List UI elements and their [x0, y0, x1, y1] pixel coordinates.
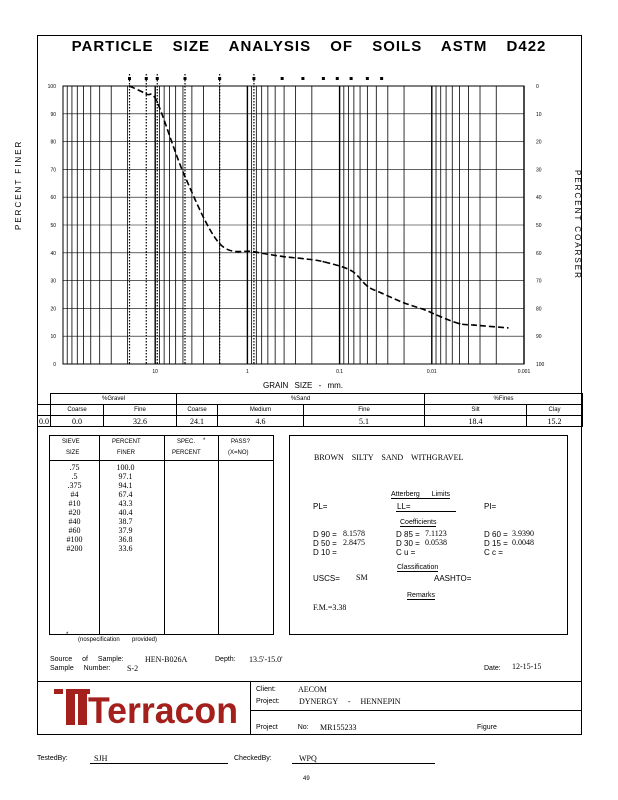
- uscs-value: SM: [356, 573, 368, 582]
- d15-value: 0.0048: [512, 538, 534, 547]
- remarks-heading: Remarks: [407, 592, 436, 599]
- spec-header: SPEC.: [177, 439, 196, 445]
- data-point: [350, 270, 352, 272]
- data-point: [302, 258, 304, 260]
- y-tick-label-right: 70: [536, 278, 542, 285]
- sieve-tick-mark: [281, 77, 284, 80]
- date-label: Date:: [484, 665, 501, 672]
- figure-label: Figure: [477, 724, 497, 731]
- report-title: PARTICLE SIZE ANALYSIS OF SOILS ASTM D422: [71, 38, 547, 55]
- data-point: [184, 176, 186, 178]
- d50-label: D 50 =: [313, 539, 337, 548]
- page-number: 49: [303, 776, 310, 782]
- sieve-tick-mark: [350, 77, 353, 80]
- y-label-left: PERCENT FINER: [14, 139, 23, 230]
- data-point: [424, 309, 426, 311]
- y-tick-label-right: 20: [536, 139, 542, 146]
- classification-heading: Classification: [397, 564, 439, 571]
- header-gravel: %Gravel: [51, 394, 177, 405]
- source-label: Source of Sample:: [50, 656, 124, 663]
- percent-finer-cell: 100.0: [116, 463, 135, 472]
- atterberg-heading: Atterberg Limits: [391, 491, 451, 498]
- sub-sand-fine: Fine: [304, 405, 425, 416]
- y-tick-label-left: 100: [47, 84, 56, 90]
- y-tick-label-right: 0: [536, 84, 539, 90]
- sieve-tick-mark: [301, 77, 304, 80]
- data-point: [403, 302, 405, 304]
- sieve-tick-mark: [380, 77, 383, 80]
- d50-value: 2.8475: [343, 538, 365, 547]
- row-lead: 0.0: [39, 416, 49, 426]
- percent-finer-cell: 38.7: [118, 517, 133, 526]
- val-sand-medium: 4.6: [218, 416, 304, 427]
- y-tick-label-right: 100: [536, 362, 545, 368]
- checked-by-value: WPQ: [299, 754, 317, 763]
- val-gravel-fine: 32.6: [104, 416, 177, 427]
- cu-label: C u =: [396, 548, 416, 557]
- y-tick-label-left: 80: [50, 139, 56, 146]
- sieve-header: SIEVE: [62, 439, 80, 445]
- percent-finer-cell: 40.4: [118, 508, 133, 517]
- depth-label: Depth:: [215, 656, 236, 663]
- sieve-size-cell: #10: [68, 499, 81, 508]
- val-sand-fine: 5.1: [304, 416, 425, 427]
- logo-wordmark: Terracon: [88, 690, 238, 728]
- sub-sand-coarse: Coarse: [177, 405, 218, 416]
- pass-header-2: (X=NO): [228, 450, 249, 456]
- percent-finer-cell: 94.1: [118, 481, 133, 490]
- spec-header-2: PERCENT: [172, 450, 201, 456]
- percent-finer-cell: 43.3: [118, 499, 133, 508]
- project-no-label: Project No:: [256, 724, 309, 731]
- percent-header: PERCENT: [112, 439, 141, 445]
- header-fines: %Fines: [425, 394, 583, 405]
- sieve-tick-mark: [145, 77, 148, 80]
- data-point: [281, 256, 283, 258]
- percent-finer-cell: 97.1: [118, 472, 133, 481]
- data-point: [459, 323, 461, 325]
- x-tick-label: 0.1: [336, 369, 344, 375]
- percent-header-2: FINER: [117, 450, 135, 456]
- pass-header: PASS?: [231, 439, 250, 445]
- project-label: Project:: [256, 698, 280, 705]
- y-tick-label-left: 90: [50, 111, 56, 118]
- client-label: Client:: [256, 686, 276, 693]
- sub-sand-medium: Medium: [218, 405, 304, 416]
- d15-label: D 15 =: [484, 539, 508, 548]
- sub-clay: Clay: [527, 405, 583, 416]
- x-tick-label: 0.01: [426, 369, 437, 375]
- percent-finer-cell: 37.9: [118, 526, 133, 535]
- data-point: [145, 93, 147, 95]
- y-tick-label-right: 60: [536, 250, 542, 257]
- y-tick-label-left: 30: [50, 278, 56, 285]
- footnote-a: (nospecification: [78, 637, 120, 643]
- sieve-size-cell: #200: [66, 544, 83, 553]
- d60-value: 3.9390: [512, 529, 534, 538]
- data-point: [366, 285, 368, 287]
- gradation-curve: [129, 86, 507, 328]
- tested-by-label: TestedBy:: [37, 755, 68, 762]
- x-tick-label: 10: [152, 369, 158, 375]
- tested-by-value: SJH: [94, 754, 108, 763]
- sieve-tick-mark: [156, 77, 159, 80]
- y-tick-label-left: 40: [50, 250, 56, 257]
- val-gravel-coarse: 0.0: [51, 416, 104, 427]
- percent-finer-column: [103, 463, 148, 553]
- percent-finer-cell: 36.8: [118, 535, 133, 544]
- data-point: [322, 261, 324, 263]
- pi-label: PI=: [484, 502, 497, 511]
- sample-number-value: S-2: [127, 664, 139, 673]
- data-point: [219, 243, 221, 245]
- data-point: [129, 85, 131, 87]
- d85-label: D 85 =: [396, 530, 420, 539]
- x-tick-label: 1: [246, 369, 249, 375]
- val-sand-coarse: 24.1: [177, 416, 218, 427]
- percent-finer-cell: 67.4: [118, 490, 133, 499]
- uscs-label: USCS=: [313, 574, 340, 583]
- y-tick-label-left: 70: [50, 167, 56, 174]
- d90-value: 8.1578: [343, 529, 365, 538]
- y-tick-label-left: 50: [50, 223, 56, 229]
- sieve-size-cell: .375: [67, 481, 82, 490]
- data-point: [440, 316, 442, 318]
- sieve-size-cell: #40: [68, 517, 81, 526]
- data-point: [473, 324, 475, 326]
- sub-gravel-fine: Fine: [104, 405, 177, 416]
- sieve-size-cell: .75: [69, 463, 80, 472]
- percent-finer-cell: 33.6: [118, 544, 133, 553]
- y-tick-label-right: 10: [536, 111, 542, 118]
- val-silt: 18.4: [425, 416, 527, 427]
- pl-label: PL=: [313, 502, 328, 511]
- val-clay: 15.2: [527, 416, 583, 427]
- d30-label: D 30 =: [396, 539, 420, 548]
- y-tick-label-right: 80: [536, 306, 542, 313]
- footnote-star: *: [66, 632, 69, 638]
- fraction-table: [37, 393, 583, 427]
- y-tick-label-left: 20: [50, 306, 56, 313]
- sieve-header-2: SIZE: [66, 450, 80, 456]
- sieve-size-cell: #20: [68, 508, 81, 517]
- sieve-size-cell: .5: [71, 472, 78, 481]
- footnote-b: provided): [132, 637, 158, 643]
- y-tick-label-left: 0: [53, 362, 56, 368]
- data-point: [381, 292, 383, 294]
- sieve-size-cell: #4: [70, 490, 79, 499]
- source-value: HEN-B026A: [145, 655, 188, 664]
- sieve-size-cell: #100: [66, 535, 83, 544]
- header-sand: %Sand: [177, 394, 425, 405]
- d90-label: D 90 =: [313, 530, 337, 539]
- data-point: [253, 251, 255, 253]
- soil-description: BROWN SILTY SAND WITHGRAVEL: [314, 453, 464, 462]
- date-value: 12-15-15: [512, 662, 542, 671]
- d30-value: 0.0538: [425, 538, 447, 547]
- y-tick-label-right: 40: [536, 195, 542, 202]
- aashto-label: AASHTO=: [434, 574, 472, 583]
- ll-label: LL=: [397, 502, 411, 511]
- sieve-size-column: [52, 463, 97, 553]
- project-no-value: MR155233: [320, 723, 357, 732]
- y-tick-label-left: 10: [50, 334, 56, 341]
- sieve-tick-mark: [218, 77, 221, 80]
- sieve-tick-mark: [128, 77, 131, 80]
- cc-label: C c =: [484, 548, 503, 557]
- y-tick-label-right: 30: [536, 167, 542, 174]
- sieve-size-cell: #60: [68, 526, 81, 535]
- sieve-tick-mark: [322, 77, 325, 80]
- sieve-tick-mark: [366, 77, 369, 80]
- sub-silt: Silt: [425, 405, 527, 416]
- project-value: DYNERGY - HENNEPIN: [299, 697, 401, 706]
- y-tick-label-right: 90: [536, 334, 542, 341]
- sieve-tick-mark: [336, 77, 339, 80]
- coefficients-heading: Coefficients: [400, 519, 437, 526]
- y-label-right: PERCENT COARSER: [573, 170, 582, 280]
- spec-star: *: [203, 438, 206, 444]
- x-tick-label: 0.001: [517, 369, 531, 375]
- d10-label: D 10 =: [313, 548, 337, 557]
- checked-by-label: CheckedBy:: [234, 755, 272, 762]
- client-value: AECOM: [298, 685, 327, 694]
- d85-value: 7.1123: [425, 529, 447, 538]
- depth-value: 13.5'-15.0': [249, 655, 283, 664]
- fineness-modulus: F.M.=3.38: [313, 603, 347, 612]
- sieve-tick-mark: [252, 77, 255, 80]
- sieve-tick-mark: [184, 77, 187, 80]
- y-tick-label-left: 60: [50, 195, 56, 202]
- sub-gravel-coarse: Coarse: [51, 405, 104, 416]
- data-point: [156, 102, 158, 104]
- sample-number-label: Sample Number:: [50, 665, 111, 672]
- data-point: [507, 327, 509, 329]
- y-tick-label-right: 50: [536, 223, 542, 229]
- x-axis-label: GRAIN SIZE - mm.: [263, 381, 343, 390]
- d60-label: D 60 =: [484, 530, 508, 539]
- terracon-logo: [52, 686, 242, 728]
